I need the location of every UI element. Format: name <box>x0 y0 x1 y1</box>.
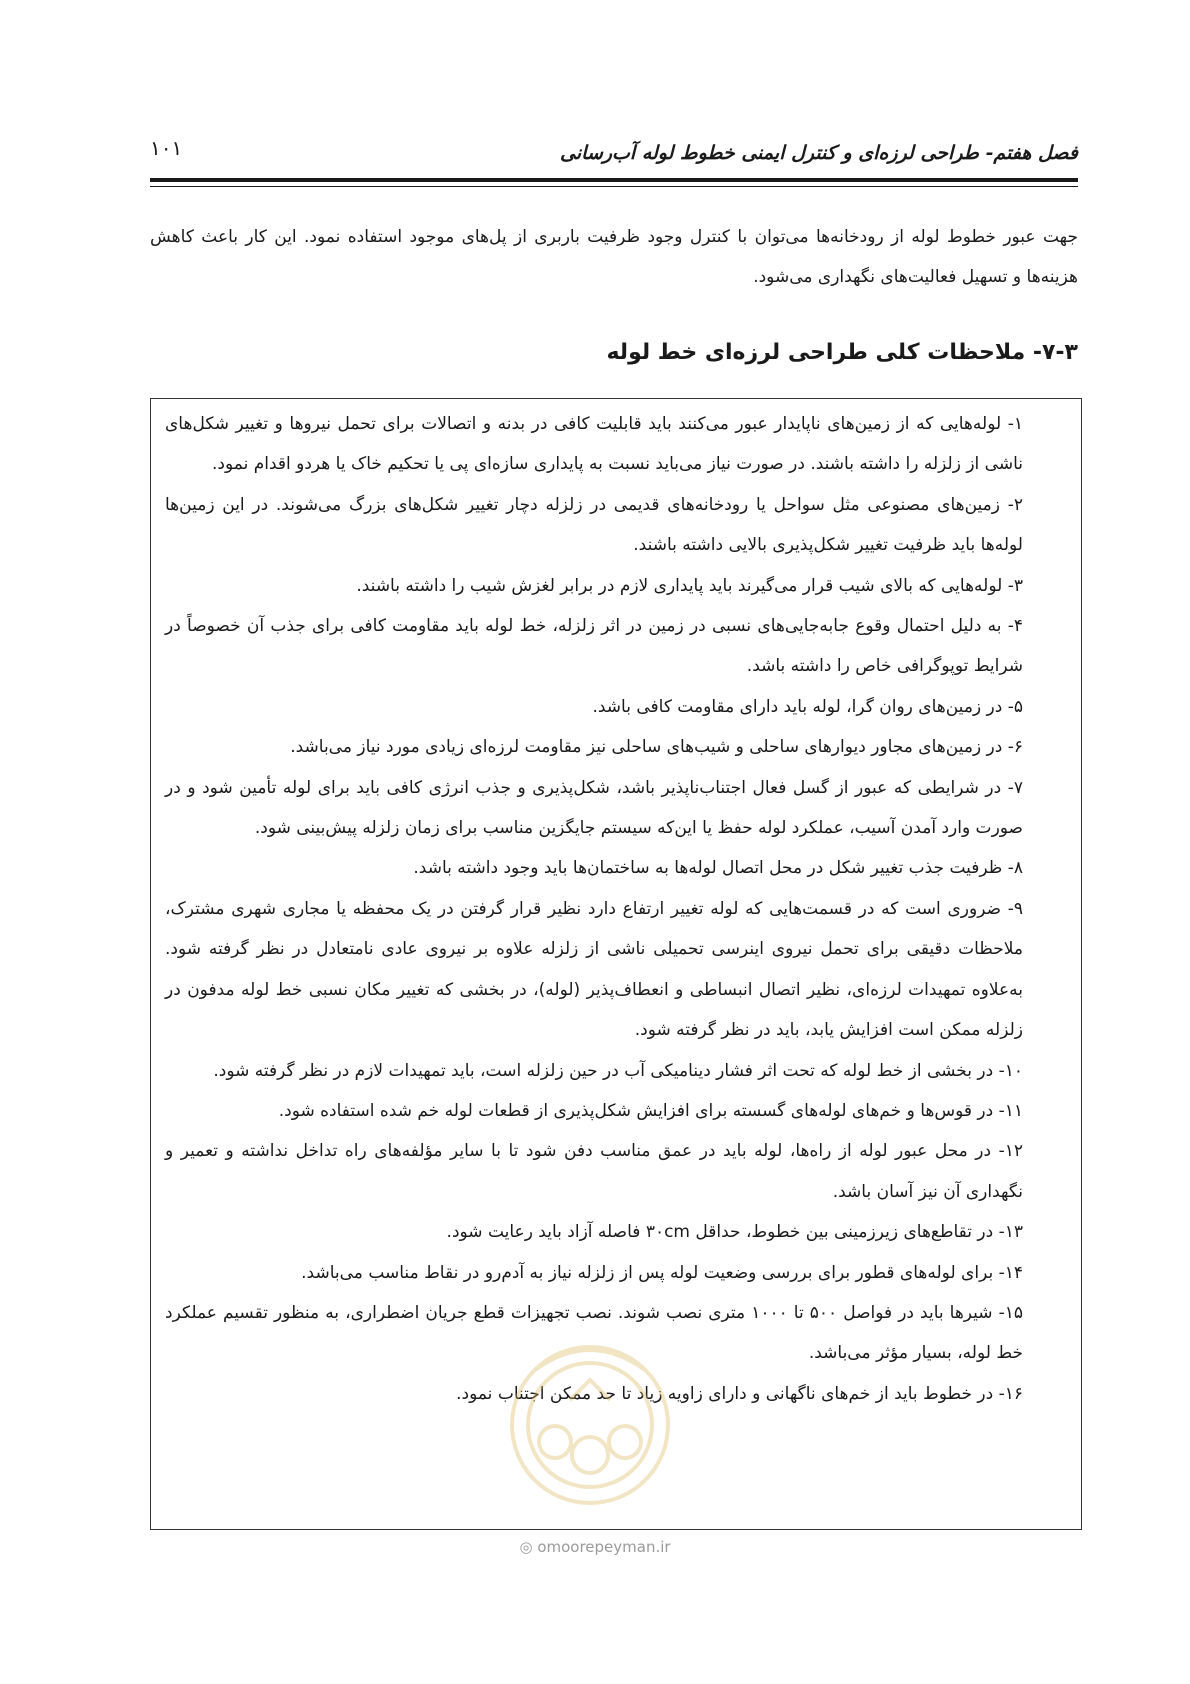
list-item: ۱- لوله‌هایی که از زمین‌های ناپایدار عبور می‌کنند باید قابلیت کافی در بدنه و اتصالات برای تحمل نیروها و تغییر شکل‌های ناشی از زلزله را داشته باشند. در صورت نیاز می‌باید نسبت به پایداری سازه‌ای پی یا تحکیم خاک یا هردو اقدام نمود. <box>165 414 1023 475</box>
list-item: ۷- در شرایطی که عبور از گسل فعال اجتناب‌ناپذیر باشد، شکل‌پذیری و جذب انرژی کافی باید برای لوله تأمین شود و در صورت وارد آمدن آسیب، عملکرد لوله حفظ یا این‌که سیستم جایگزین مناسب برای زمان زلزله پیش‌بینی شود. <box>165 777 1023 839</box>
list-item: ۱۶- در خطوط باید از خم‌های ناگهانی و دارای زاویه زیاد تا حد ممکن اجتناب نمود. <box>456 1383 1023 1404</box>
list-item: ۳- لوله‌هایی که بالای شیب قرار می‌گیرند باید پایداری لازم در برابر لغزش شیب را داشته باشند. <box>356 575 1023 596</box>
page-header <box>150 128 1078 172</box>
list-item: ۴- به دلیل احتمال وقوع جابه‌جایی‌های نسبی در زمین در اثر زلزله، خط لوله باید مقاومت کافی برای جذب آن خصوصاً در شرایط توپوگرافی خاص را داشته باشد. <box>165 616 1023 677</box>
intro-paragraph: جهت عبور خطوط لوله از رودخانه‌ها می‌توان با کنترل وجود ظرفیت باربری از پل‌های موجود استفاده نمود. این کار باعث کاهش هزینه‌ها و تسهیل فعالیت‌های نگهداری می‌شود. <box>150 227 1078 287</box>
list-item: ۱۰- در بخشی از خط لوله که تحت اثر فشار دینامیکی آب در حین زلزله است، باید تمهیدات لازم در نظر گرفته شود. <box>213 1060 1023 1081</box>
list-item: ۱۲- در محل عبور لوله از راه‌ها، لوله باید در عمق مناسب دفن شود تا با سایر مؤلفه‌های راه تداخل نداشته و تعمیر و نگهداری آن نیز آسان باشد. <box>165 1141 1023 1202</box>
list-item: ۶- در زمین‌های مجاور دیوارهای ساحلی و شیب‌های ساحلی نیز مقاومت لرزه‌ای زیادی مورد نیاز می‌باشد. <box>290 737 1023 758</box>
watermark-site-text: omoorepeyman.ir <box>537 1538 671 1556</box>
list-item: ۹- ضروری است که در قسمت‌هایی که لوله تغییر ارتفاع دارد نظیر قرار گرفتن در یک محفظه یا مجاری شهری مشترک، ملاحظات دقیقی برای تحمل نیروی اینرسی تحمیلی ناشی از زلزله علاوه بر نیروی عادی نامتعادل در نظر گرفته شود. به‌علاوه تمهیدات لرزه‌ای، نظیر اتصال انبساطی و انعطاف‌پذیر (لوله)، در بخشی که تغییر مکان نسبی خط لوله مدفون در زلزله ممکن است افزایش یابد، باید در نظر گرفته شود. <box>165 898 1023 1041</box>
list-item: ۱۴- برای لوله‌های قطور برای بررسی وضعیت لوله پس از زلزله نیاز به آدم‌رو در نقاط مناسب می‌باشد. <box>301 1262 1023 1283</box>
list-item: ۱۱- در قوس‌ها و خم‌های لوله‌های گسسته برای افزایش شکل‌پذیری از قطعات لوله خم شده استفاده شود. <box>278 1100 1023 1121</box>
header-rule-thick <box>150 178 1078 182</box>
list-item: ۱۵- شیرها باید در فواصل ۵۰۰ تا ۱۰۰۰ متری نصب شوند. نصب تجهیزات قطع جریان اضطراری، به منظور تقسیم عملکرد خط لوله، بسیار مؤثر می‌باشد. <box>165 1302 1024 1364</box>
section-heading: ۷-۳- ملاحظات کلی طراحی لرزه‌ای خط لوله <box>606 340 1078 365</box>
list-item: ۱۳- در تقاطع‌های زیرزمینی بین خطوط، حداقل ۳۰cm فاصله آزاد باید رعایت شود. <box>446 1222 1023 1243</box>
requirements-list <box>165 404 1023 1414</box>
header-rule-thin <box>150 186 1078 187</box>
list-item: ۵- در زمین‌های روان گرا، لوله باید دارای مقاومت کافی باشد. <box>592 696 1023 717</box>
watermark-site <box>0 1538 1190 1556</box>
globe-icon: ◎ <box>519 1538 533 1556</box>
page-number: ۱۰۱ <box>150 136 183 160</box>
list-item: ۲- زمین‌های مصنوعی مثل سواحل یا رودخانه‌های قدیمی در زلزله دچار تغییر شکل‌های بزرگ می‌شوند. در این زمین‌ها لوله‌ها باید ظرفیت تغییر شکل‌پذیری بالایی داشته باشند. <box>165 494 1023 556</box>
list-item: ۸- ظرفیت جذب تغییر شکل در محل اتصال لوله‌ها به ساختمان‌ها باید وجود داشته باشد. <box>413 858 1023 879</box>
running-header-title: فصل هفتم- طراحی لرزه‌ای و کنترل ایمنی خطوط لوله آب‌رسانی <box>560 142 1078 164</box>
